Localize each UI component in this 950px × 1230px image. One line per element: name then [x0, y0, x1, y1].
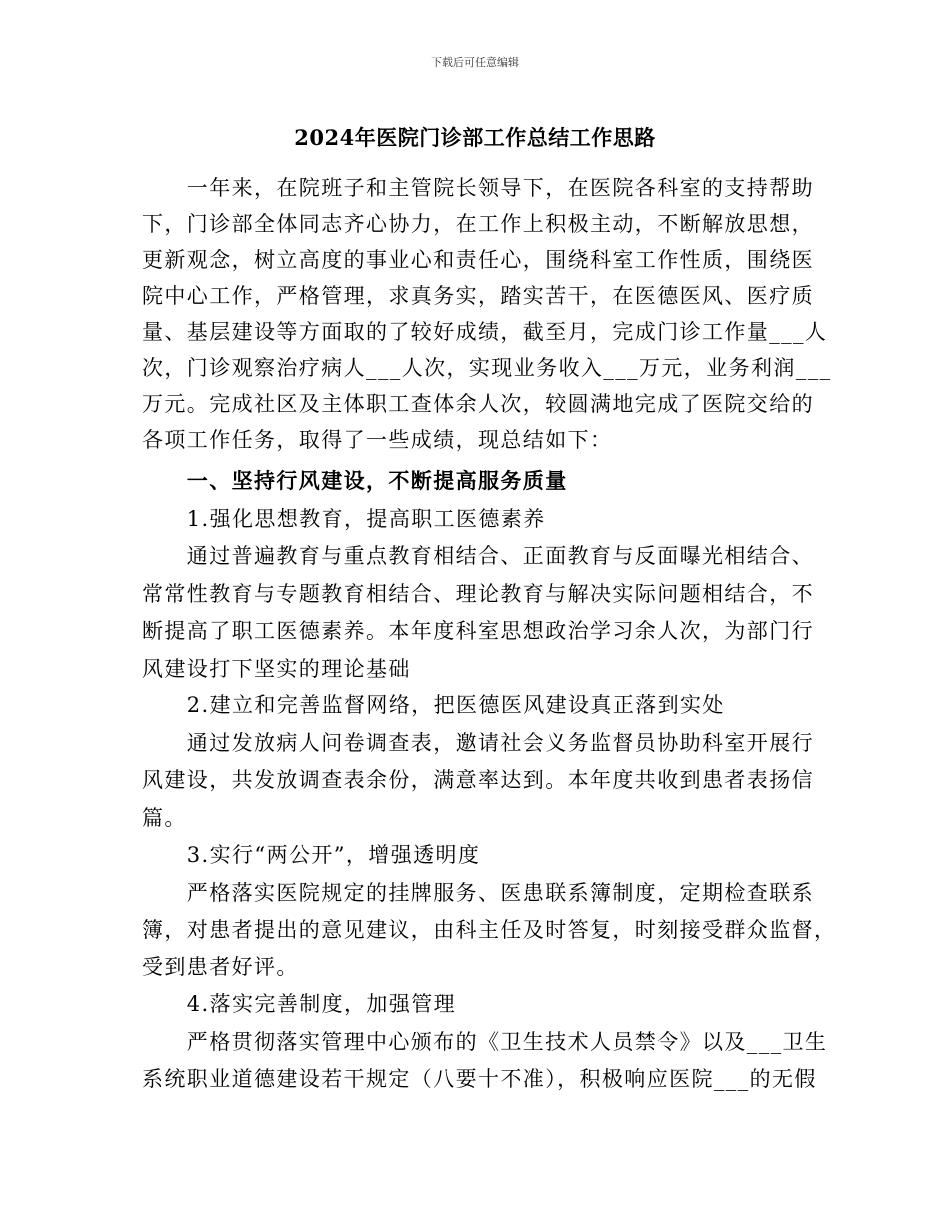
body-line: 篇。	[142, 806, 187, 830]
subsection-heading: 4.落实完善制度，加强管理	[142, 992, 457, 1016]
body-line: 院中心工作，严格管理，求真务实，踏实苦干，在医德医风、医疗质	[142, 284, 814, 308]
body-line: 通过发放病人问卷调查表，邀请社会义务监督员协助科室开展行	[142, 731, 814, 755]
body-line: 万元。完成社区及主体职工查体余人次，较圆满地完成了医院交给的	[142, 392, 814, 416]
document-title: 2024年医院门诊部工作总结工作思路	[294, 125, 656, 150]
body-line: 量、基层建设等方面取的了较好成绩，截至月，完成门诊工作量___人	[142, 320, 828, 344]
body-line: 常常性教育与专题教育相结合、理论教育与解决实际问题相结合，不	[142, 582, 814, 606]
subsection-heading: 2.建立和完善监督网络，把医德医风建设真正落到实处	[142, 693, 725, 717]
body-line: 次，门诊观察治疗病人___人次，实现业务收入___万元，业务利润___	[142, 356, 832, 380]
body-line: 系统职业道德建设若干规定（八要十不准），积极响应医院___的无假	[142, 1067, 817, 1091]
body-line: 风建设打下坚实的理论基础	[142, 657, 411, 681]
body-line: 一年来，在院班子和主管院长领导下，在医院各科室的支持帮助	[142, 176, 814, 200]
subsection-heading: 3.实行“两公开”，增强透明度	[142, 843, 481, 867]
body-line: 风建设，共发放调查表余份，满意率达到。本年度共收到患者表扬信	[142, 768, 814, 792]
body-line: 通过普遍教育与重点教育相结合、正面教育与反面曝光相结合、	[142, 544, 814, 568]
header-note: 下载后可任意编辑	[431, 56, 519, 69]
body-line: 断提高了职工医德素养。本年度科室思想政治学习余人次，为部门行	[142, 619, 814, 643]
body-line: 簿，对患者提出的意见建议，由科主任及时答复，时刻接受群众监督，	[142, 918, 837, 942]
body-line: 各项工作任务，取得了一些成绩，现总结如下：	[142, 428, 613, 452]
body-line: 更新观念，树立高度的事业心和责任心，围绕科室工作性质，围绕医	[142, 248, 814, 272]
subsection-heading: 1.强化思想教育，提高职工医德素养	[142, 507, 546, 531]
body-line: 严格贯彻落实管理中心颁布的《卫生技术人员禁令》以及___卫生	[142, 1030, 828, 1054]
body-line: 受到患者好评。	[142, 955, 299, 979]
section-heading: 一、坚持行风建设，不断提高服务质量	[142, 468, 568, 493]
body-line: 下，门诊部全体同志齐心协力，在工作上积极主动，不断解放思想，	[142, 212, 814, 236]
body-line: 严格落实医院规定的挂牌服务、医患联系簿制度，定期检查联系	[142, 881, 814, 905]
